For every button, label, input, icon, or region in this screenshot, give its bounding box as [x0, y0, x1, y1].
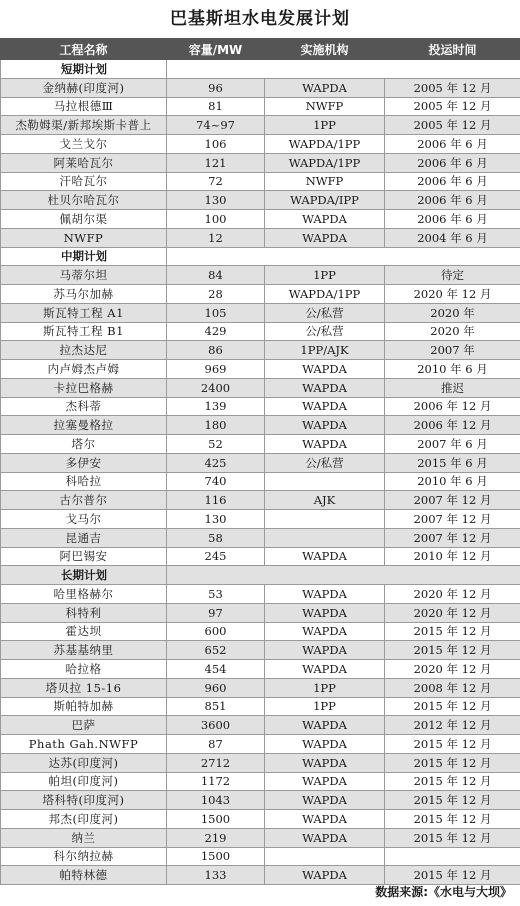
table-row: [1, 116, 520, 135]
cell-project-name: 阿莱哈瓦尔: [1, 153, 167, 172]
table-row: [1, 810, 520, 829]
table-row: [1, 266, 520, 285]
cell-commission-time: 2015 年 12 月: [385, 828, 520, 847]
cell-capacity: 245: [167, 547, 265, 566]
cell-project-name: 杰科蒂: [1, 397, 167, 416]
cell-commission-time: 2006 年 6 月: [385, 135, 520, 154]
section-blank-cell: [167, 60, 520, 79]
cell-commission-time: 2020 年 12 月: [385, 603, 520, 622]
section-heading: 长期计划: [1, 566, 167, 585]
cell-project-name: 斯瓦特工程 B1: [1, 322, 167, 341]
table-row: [1, 510, 520, 529]
cell-commission-time: 2012 年 12 月: [385, 716, 520, 735]
cell-project-name: 达苏(印度河): [1, 753, 167, 772]
cell-capacity: 74~97: [167, 116, 265, 135]
cell-commission-time: 2007 年 6 月: [385, 435, 520, 454]
cell-project-name: 古尔普尔: [1, 491, 167, 510]
cell-capacity: 52: [167, 435, 265, 454]
cell-agency: 1PP/AJK: [265, 341, 385, 360]
cell-agency: WAPDA: [265, 585, 385, 604]
cell-capacity: 12: [167, 228, 265, 247]
table-row: [1, 210, 520, 229]
cell-agency: NWFP: [265, 172, 385, 191]
cell-project-name: 多伊安: [1, 453, 167, 472]
section-blank-cell: [167, 566, 520, 585]
cell-project-name: 塔科特(印度河): [1, 791, 167, 810]
table-row: [1, 847, 520, 866]
cell-commission-time: 2007 年 12 月: [385, 510, 520, 529]
cell-capacity: 100: [167, 210, 265, 229]
cell-capacity: 1043: [167, 791, 265, 810]
cell-agency: 公/私营: [265, 453, 385, 472]
table-row: [1, 828, 520, 847]
cell-capacity: 425: [167, 453, 265, 472]
cell-project-name: Phath Gah.NWFP: [1, 735, 167, 754]
cell-capacity: 2400: [167, 378, 265, 397]
cell-capacity: 1500: [167, 810, 265, 829]
cell-project-name: 斯瓦特工程 A1: [1, 303, 167, 322]
cell-commission-time: 2006 年 6 月: [385, 191, 520, 210]
cell-project-name: 昆通吉: [1, 528, 167, 547]
cell-project-name: 佩胡尔渠: [1, 210, 167, 229]
cell-commission-time: 2004 年 6 月: [385, 228, 520, 247]
table-row: [1, 191, 520, 210]
cell-agency: WAPDA: [265, 772, 385, 791]
table-row: [1, 303, 520, 322]
cell-project-name: 苏马尔加赫: [1, 285, 167, 304]
cell-commission-time: 2015 年 12 月: [385, 866, 520, 885]
table-row: [1, 753, 520, 772]
cell-project-name: 纳兰: [1, 828, 167, 847]
table-row: [1, 697, 520, 716]
header-project-name: 工程名称: [1, 39, 167, 60]
cell-commission-time: 待定: [385, 266, 520, 285]
cell-capacity: 86: [167, 341, 265, 360]
cell-project-name: 帕特林德: [1, 866, 167, 885]
cell-capacity: 81: [167, 97, 265, 116]
cell-agency: WAPDA: [265, 791, 385, 810]
table-row: [1, 585, 520, 604]
cell-commission-time: 2006 年 6 月: [385, 153, 520, 172]
table-row: [1, 397, 520, 416]
section-heading: 短期计划: [1, 60, 167, 79]
cell-commission-time: 2010 年 6 月: [385, 472, 520, 491]
cell-agency: WAPDA: [265, 753, 385, 772]
cell-project-name: NWFP: [1, 228, 167, 247]
cell-capacity: 84: [167, 266, 265, 285]
cell-capacity: 130: [167, 510, 265, 529]
section-row: [1, 60, 520, 79]
table-row: [1, 491, 520, 510]
table-row: [1, 378, 520, 397]
cell-commission-time: 2015 年 12 月: [385, 622, 520, 641]
cell-project-name: 马蒂尔坦: [1, 266, 167, 285]
table-body: [1, 60, 520, 885]
cell-agency: WAPDA: [265, 603, 385, 622]
cell-project-name: 帕坦(印度河): [1, 772, 167, 791]
cell-commission-time: 2020 年: [385, 303, 520, 322]
cell-agency: [265, 528, 385, 547]
cell-agency: WAPDA/IPP: [265, 191, 385, 210]
cell-project-name: 马拉根德Ⅲ: [1, 97, 167, 116]
cell-capacity: 97: [167, 603, 265, 622]
cell-project-name: 斯帕特加赫: [1, 697, 167, 716]
cell-commission-time: 2005 年 12 月: [385, 97, 520, 116]
cell-capacity: 58: [167, 528, 265, 547]
cell-project-name: 霍达坝: [1, 622, 167, 641]
cell-project-name: 科特利: [1, 603, 167, 622]
table-row: [1, 866, 520, 885]
header-commission-time: 投运时间: [385, 39, 520, 60]
cell-capacity: 53: [167, 585, 265, 604]
cell-commission-time: 2010 年 6 月: [385, 360, 520, 379]
cell-commission-time: 2015 年 12 月: [385, 810, 520, 829]
cell-commission-time: 2020 年 12 月: [385, 285, 520, 304]
table-row: [1, 472, 520, 491]
cell-project-name: 巴萨: [1, 716, 167, 735]
table-row: [1, 772, 520, 791]
cell-capacity: 960: [167, 678, 265, 697]
cell-project-name: 哈拉格: [1, 660, 167, 679]
cell-capacity: 105: [167, 303, 265, 322]
cell-agency: 1PP: [265, 116, 385, 135]
cell-commission-time: 2005 年 12 月: [385, 116, 520, 135]
hydropower-plan-table: [0, 38, 520, 885]
cell-project-name: 卡拉巴格赫: [1, 378, 167, 397]
cell-commission-time: 2020 年 12 月: [385, 660, 520, 679]
table-row: [1, 547, 520, 566]
cell-agency: 1PP: [265, 697, 385, 716]
cell-commission-time: 2006 年 6 月: [385, 210, 520, 229]
table-row: [1, 360, 520, 379]
table-row: [1, 78, 520, 97]
table-row: [1, 228, 520, 247]
cell-commission-time: 2015 年 12 月: [385, 641, 520, 660]
table-row: [1, 341, 520, 360]
cell-agency: WAPDA: [265, 547, 385, 566]
cell-capacity: 96: [167, 78, 265, 97]
cell-commission-time: 2006 年 6 月: [385, 172, 520, 191]
cell-project-name: 杜贝尔哈瓦尔: [1, 191, 167, 210]
cell-agency: [265, 510, 385, 529]
cell-project-name: 科尔纳拉赫: [1, 847, 167, 866]
data-source-note: 数据来源:《水电与大坝》: [375, 885, 512, 899]
section-row: [1, 566, 520, 585]
cell-agency: WAPDA: [265, 397, 385, 416]
cell-capacity: 121: [167, 153, 265, 172]
cell-agency: WAPDA: [265, 866, 385, 885]
cell-capacity: 652: [167, 641, 265, 660]
section-heading: 中期计划: [1, 247, 167, 266]
cell-commission-time: 2015 年 6 月: [385, 453, 520, 472]
table-row: [1, 660, 520, 679]
cell-project-name: 邦杰(印度河): [1, 810, 167, 829]
table-row: [1, 285, 520, 304]
cell-commission-time: 2015 年 12 月: [385, 753, 520, 772]
cell-agency: WAPDA: [265, 735, 385, 754]
cell-commission-time: [385, 847, 520, 866]
cell-commission-time: 2007 年: [385, 341, 520, 360]
cell-agency: WAPDA: [265, 660, 385, 679]
cell-agency: NWFP: [265, 97, 385, 116]
cell-agency: WAPDA: [265, 210, 385, 229]
table-row: [1, 453, 520, 472]
cell-agency: WAPDA: [265, 435, 385, 454]
cell-commission-time: 2020 年 12 月: [385, 585, 520, 604]
table-row: [1, 435, 520, 454]
cell-commission-time: 推迟: [385, 378, 520, 397]
table-row: [1, 135, 520, 154]
cell-commission-time: 2015 年 12 月: [385, 735, 520, 754]
cell-project-name: 哈里格赫尔: [1, 585, 167, 604]
cell-agency: WAPDA: [265, 378, 385, 397]
cell-agency: 1PP: [265, 678, 385, 697]
cell-capacity: 219: [167, 828, 265, 847]
cell-capacity: 116: [167, 491, 265, 510]
cell-project-name: 阿巴锡安: [1, 547, 167, 566]
cell-agency: WAPDA: [265, 641, 385, 660]
cell-capacity: 429: [167, 322, 265, 341]
table-row: [1, 791, 520, 810]
cell-agency: WAPDA: [265, 228, 385, 247]
cell-capacity: 130: [167, 191, 265, 210]
cell-capacity: 87: [167, 735, 265, 754]
cell-capacity: 851: [167, 697, 265, 716]
cell-project-name: 汗哈瓦尔: [1, 172, 167, 191]
cell-agency: WAPDA: [265, 716, 385, 735]
cell-project-name: 金纳赫(印度河): [1, 78, 167, 97]
cell-capacity: 133: [167, 866, 265, 885]
cell-agency: 1PP: [265, 266, 385, 285]
cell-project-name: 内卢姆杰卢姆: [1, 360, 167, 379]
cell-agency: WAPDA: [265, 828, 385, 847]
cell-capacity: 454: [167, 660, 265, 679]
cell-commission-time: 2015 年 12 月: [385, 772, 520, 791]
cell-agency: WAPDA/1PP: [265, 153, 385, 172]
table-row: [1, 153, 520, 172]
header-agency: 实施机构: [265, 39, 385, 60]
cell-agency: 公/私营: [265, 303, 385, 322]
cell-agency: WAPDA: [265, 416, 385, 435]
cell-capacity: 1172: [167, 772, 265, 791]
cell-commission-time: 2006 年 12 月: [385, 416, 520, 435]
table-row: [1, 641, 520, 660]
cell-commission-time: 2005 年 12 月: [385, 78, 520, 97]
table-row: [1, 603, 520, 622]
cell-capacity: 969: [167, 360, 265, 379]
cell-capacity: 180: [167, 416, 265, 435]
cell-capacity: 106: [167, 135, 265, 154]
cell-agency: 公/私营: [265, 322, 385, 341]
table-row: [1, 716, 520, 735]
table-row: [1, 172, 520, 191]
table-row: [1, 622, 520, 641]
cell-commission-time: 2007 年 12 月: [385, 491, 520, 510]
cell-capacity: 3600: [167, 716, 265, 735]
cell-commission-time: 2020 年: [385, 322, 520, 341]
cell-capacity: 139: [167, 397, 265, 416]
cell-capacity: 1500: [167, 847, 265, 866]
table-header-row: [1, 39, 520, 60]
cell-capacity: 600: [167, 622, 265, 641]
page-title: 巴基斯坦水电发展计划: [170, 9, 350, 29]
cell-project-name: 戈兰戈尔: [1, 135, 167, 154]
cell-project-name: 拉杰达尼: [1, 341, 167, 360]
table-row: [1, 322, 520, 341]
cell-commission-time: 2007 年 12 月: [385, 528, 520, 547]
cell-project-name: 苏基基纳里: [1, 641, 167, 660]
table-row: [1, 416, 520, 435]
cell-agency: WAPDA: [265, 360, 385, 379]
cell-agency: WAPDA: [265, 622, 385, 641]
section-row: [1, 247, 520, 266]
table-row: [1, 735, 520, 754]
cell-commission-time: 2008 年 12 月: [385, 678, 520, 697]
cell-capacity: 72: [167, 172, 265, 191]
cell-project-name: 科哈拉: [1, 472, 167, 491]
table-row: [1, 528, 520, 547]
cell-project-name: 塔尔: [1, 435, 167, 454]
table-row: [1, 97, 520, 116]
header-capacity: 容量/MW: [167, 39, 265, 60]
cell-commission-time: 2015 年 12 月: [385, 791, 520, 810]
cell-capacity: 2712: [167, 753, 265, 772]
cell-commission-time: 2015 年 12 月: [385, 697, 520, 716]
cell-commission-time: 2006 年 12 月: [385, 397, 520, 416]
cell-capacity: 28: [167, 285, 265, 304]
cell-agency: WAPDA: [265, 78, 385, 97]
cell-agency: WAPDA: [265, 810, 385, 829]
table-row: [1, 678, 520, 697]
cell-capacity: 740: [167, 472, 265, 491]
cell-agency: WAPDA/1PP: [265, 285, 385, 304]
section-blank-cell: [167, 247, 520, 266]
cell-agency: [265, 472, 385, 491]
cell-project-name: 戈马尔: [1, 510, 167, 529]
cell-agency: [265, 847, 385, 866]
cell-commission-time: 2010 年 12 月: [385, 547, 520, 566]
cell-project-name: 塔贝拉 15-16: [1, 678, 167, 697]
cell-agency: WAPDA/1PP: [265, 135, 385, 154]
cell-project-name: 杰勒姆渠/新邦埃斯卡普上: [1, 116, 167, 135]
cell-agency: AJK: [265, 491, 385, 510]
cell-project-name: 拉塞曼格拉: [1, 416, 167, 435]
